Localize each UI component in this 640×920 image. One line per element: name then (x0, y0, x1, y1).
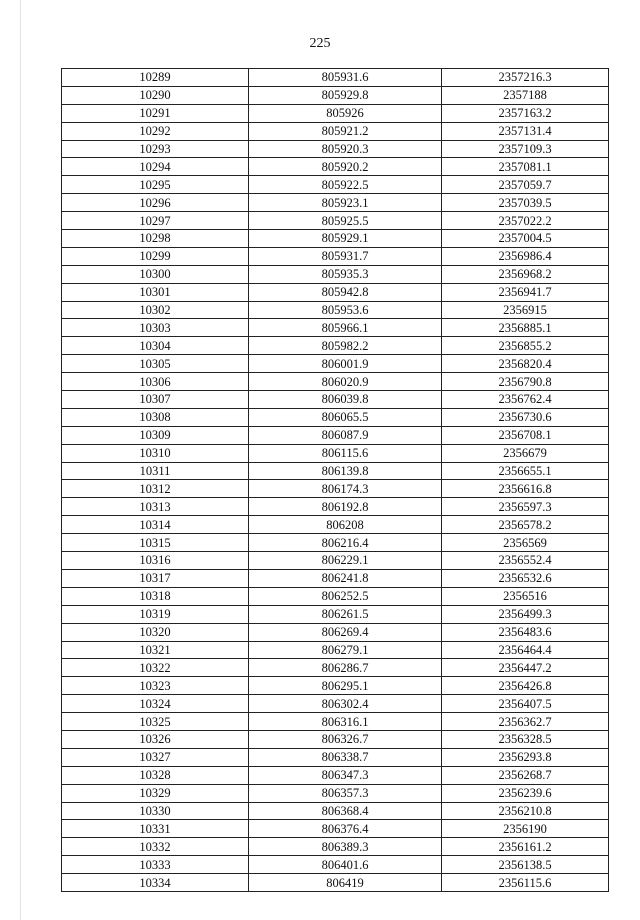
point-id-cell: 10304 (62, 337, 249, 355)
y-coordinate-cell: 2356569 (442, 534, 609, 552)
table-row (62, 874, 609, 892)
x-coordinate-cell: 806316.1 (249, 713, 442, 731)
point-id-cell: 10307 (62, 391, 249, 409)
x-coordinate-cell: 805942.8 (249, 283, 442, 301)
table-row (62, 247, 609, 265)
table-row (62, 623, 609, 641)
table-row (62, 820, 609, 838)
y-coordinate-cell: 2356426.8 (442, 677, 609, 695)
point-id-cell: 10326 (62, 730, 249, 748)
y-coordinate-cell: 2356708.1 (442, 426, 609, 444)
x-coordinate-cell: 806216.4 (249, 534, 442, 552)
y-coordinate-cell: 2356597.3 (442, 498, 609, 516)
point-id-cell: 10311 (62, 462, 249, 480)
y-coordinate-cell: 2356499.3 (442, 605, 609, 623)
y-coordinate-cell: 2356986.4 (442, 247, 609, 265)
page-number: 225 (309, 36, 331, 51)
x-coordinate-cell: 806326.7 (249, 730, 442, 748)
point-id-cell: 10330 (62, 802, 249, 820)
y-coordinate-cell: 2356762.4 (442, 391, 609, 409)
y-coordinate-cell: 2356293.8 (442, 748, 609, 766)
table-row (62, 766, 609, 784)
table-row (62, 265, 609, 283)
x-coordinate-cell: 806087.9 (249, 426, 442, 444)
table-row (62, 408, 609, 426)
y-coordinate-cell: 2357163.2 (442, 104, 609, 122)
point-id-cell: 10313 (62, 498, 249, 516)
table-row (62, 552, 609, 570)
y-coordinate-cell: 2356138.5 (442, 856, 609, 874)
y-coordinate-cell: 2357004.5 (442, 230, 609, 248)
point-id-cell: 10314 (62, 516, 249, 534)
table-row (62, 355, 609, 373)
point-id-cell: 10327 (62, 748, 249, 766)
x-coordinate-cell: 806357.3 (249, 784, 442, 802)
y-coordinate-cell: 2356552.4 (442, 552, 609, 570)
table-row (62, 713, 609, 731)
table-row (62, 569, 609, 587)
table-row (62, 856, 609, 874)
point-id-cell: 10312 (62, 480, 249, 498)
table-row (62, 659, 609, 677)
x-coordinate-cell: 806252.5 (249, 587, 442, 605)
table-row (62, 69, 609, 87)
x-coordinate-cell: 805966.1 (249, 319, 442, 337)
x-coordinate-cell: 806001.9 (249, 355, 442, 373)
table-row (62, 444, 609, 462)
x-coordinate-cell: 805922.5 (249, 176, 442, 194)
x-coordinate-cell: 805931.6 (249, 69, 442, 87)
x-coordinate-cell: 806279.1 (249, 641, 442, 659)
point-id-cell: 10317 (62, 569, 249, 587)
y-coordinate-cell: 2356239.6 (442, 784, 609, 802)
point-id-cell: 10308 (62, 408, 249, 426)
x-coordinate-cell: 805920.2 (249, 158, 442, 176)
x-coordinate-cell: 806295.1 (249, 677, 442, 695)
table-row (62, 158, 609, 176)
point-id-cell: 10316 (62, 552, 249, 570)
x-coordinate-cell: 806192.8 (249, 498, 442, 516)
x-coordinate-cell: 805926 (249, 104, 442, 122)
point-id-cell: 10329 (62, 784, 249, 802)
coordinates-table (61, 68, 609, 892)
point-id-cell: 10333 (62, 856, 249, 874)
table-row (62, 373, 609, 391)
point-id-cell: 10309 (62, 426, 249, 444)
point-id-cell: 10324 (62, 695, 249, 713)
x-coordinate-cell: 806208 (249, 516, 442, 534)
table-row (62, 337, 609, 355)
x-coordinate-cell: 806368.4 (249, 802, 442, 820)
table-row (62, 730, 609, 748)
y-coordinate-cell: 2356578.2 (442, 516, 609, 534)
table-row (62, 480, 609, 498)
point-id-cell: 10296 (62, 194, 249, 212)
x-coordinate-cell: 806229.1 (249, 552, 442, 570)
point-id-cell: 10299 (62, 247, 249, 265)
y-coordinate-cell: 2357022.2 (442, 212, 609, 230)
point-id-cell: 10323 (62, 677, 249, 695)
table-row (62, 426, 609, 444)
point-id-cell: 10303 (62, 319, 249, 337)
table-row (62, 498, 609, 516)
y-coordinate-cell: 2356516 (442, 587, 609, 605)
x-coordinate-cell: 806065.5 (249, 408, 442, 426)
table-row (62, 212, 609, 230)
x-coordinate-cell: 806286.7 (249, 659, 442, 677)
x-coordinate-cell: 805929.1 (249, 230, 442, 248)
table-row (62, 516, 609, 534)
point-id-cell: 10306 (62, 373, 249, 391)
x-coordinate-cell: 806020.9 (249, 373, 442, 391)
table-row (62, 677, 609, 695)
y-coordinate-cell: 2356268.7 (442, 766, 609, 784)
x-coordinate-cell: 806241.8 (249, 569, 442, 587)
point-id-cell: 10325 (62, 713, 249, 731)
point-id-cell: 10305 (62, 355, 249, 373)
point-id-cell: 10310 (62, 444, 249, 462)
point-id-cell: 10300 (62, 265, 249, 283)
x-coordinate-cell: 805925.5 (249, 212, 442, 230)
x-coordinate-cell: 805931.7 (249, 247, 442, 265)
x-coordinate-cell: 805921.2 (249, 122, 442, 140)
y-coordinate-cell: 2357109.3 (442, 140, 609, 158)
table-row (62, 104, 609, 122)
y-coordinate-cell: 2356210.8 (442, 802, 609, 820)
table-row (62, 319, 609, 337)
x-coordinate-cell: 806419 (249, 874, 442, 892)
point-id-cell: 10289 (62, 69, 249, 87)
y-coordinate-cell: 2356655.1 (442, 462, 609, 480)
x-coordinate-cell: 805953.6 (249, 301, 442, 319)
y-coordinate-cell: 2356483.6 (442, 623, 609, 641)
point-id-cell: 10328 (62, 766, 249, 784)
table-row (62, 176, 609, 194)
point-id-cell: 10320 (62, 623, 249, 641)
x-coordinate-cell: 806269.4 (249, 623, 442, 641)
table-row (62, 641, 609, 659)
y-coordinate-cell: 2356161.2 (442, 838, 609, 856)
x-coordinate-cell: 806302.4 (249, 695, 442, 713)
x-coordinate-cell: 806347.3 (249, 766, 442, 784)
point-id-cell: 10331 (62, 820, 249, 838)
y-coordinate-cell: 2356616.8 (442, 480, 609, 498)
y-coordinate-cell: 2357216.3 (442, 69, 609, 87)
y-coordinate-cell: 2356447.2 (442, 659, 609, 677)
y-coordinate-cell: 2357131.4 (442, 122, 609, 140)
x-coordinate-cell: 806338.7 (249, 748, 442, 766)
y-coordinate-cell: 2356362.7 (442, 713, 609, 731)
table-row (62, 784, 609, 802)
table-row (62, 86, 609, 104)
y-coordinate-cell: 2356190 (442, 820, 609, 838)
table-row (62, 534, 609, 552)
point-id-cell: 10298 (62, 230, 249, 248)
point-id-cell: 10301 (62, 283, 249, 301)
table-row (62, 122, 609, 140)
table-row (62, 838, 609, 856)
table-row (62, 140, 609, 158)
y-coordinate-cell: 2356915 (442, 301, 609, 319)
x-coordinate-cell: 805982.2 (249, 337, 442, 355)
point-id-cell: 10292 (62, 122, 249, 140)
table-row (62, 605, 609, 623)
y-coordinate-cell: 2357081.1 (442, 158, 609, 176)
x-coordinate-cell: 806039.8 (249, 391, 442, 409)
x-coordinate-cell: 806174.3 (249, 480, 442, 498)
scan-edge-line (20, 0, 21, 920)
point-id-cell: 10294 (62, 158, 249, 176)
y-coordinate-cell: 2357188 (442, 86, 609, 104)
x-coordinate-cell: 806376.4 (249, 820, 442, 838)
y-coordinate-cell: 2356941.7 (442, 283, 609, 301)
y-coordinate-cell: 2357039.5 (442, 194, 609, 212)
point-id-cell: 10297 (62, 212, 249, 230)
y-coordinate-cell: 2356407.5 (442, 695, 609, 713)
table-row (62, 230, 609, 248)
point-id-cell: 10291 (62, 104, 249, 122)
point-id-cell: 10315 (62, 534, 249, 552)
table-row (62, 391, 609, 409)
point-id-cell: 10295 (62, 176, 249, 194)
y-coordinate-cell: 2356679 (442, 444, 609, 462)
y-coordinate-cell: 2356730.6 (442, 408, 609, 426)
point-id-cell: 10290 (62, 86, 249, 104)
y-coordinate-cell: 2356328.5 (442, 730, 609, 748)
table-row (62, 695, 609, 713)
table-row (62, 802, 609, 820)
y-coordinate-cell: 2356855.2 (442, 337, 609, 355)
x-coordinate-cell: 806261.5 (249, 605, 442, 623)
x-coordinate-cell: 805935.3 (249, 265, 442, 283)
table-row (62, 462, 609, 480)
table-row (62, 748, 609, 766)
point-id-cell: 10319 (62, 605, 249, 623)
x-coordinate-cell: 805923.1 (249, 194, 442, 212)
x-coordinate-cell: 806401.6 (249, 856, 442, 874)
point-id-cell: 10318 (62, 587, 249, 605)
point-id-cell: 10334 (62, 874, 249, 892)
x-coordinate-cell: 806115.6 (249, 444, 442, 462)
y-coordinate-cell: 2356820.4 (442, 355, 609, 373)
point-id-cell: 10321 (62, 641, 249, 659)
y-coordinate-cell: 2356464.4 (442, 641, 609, 659)
point-id-cell: 10322 (62, 659, 249, 677)
point-id-cell: 10332 (62, 838, 249, 856)
point-id-cell: 10293 (62, 140, 249, 158)
table-row (62, 301, 609, 319)
y-coordinate-cell: 2356885.1 (442, 319, 609, 337)
x-coordinate-cell: 806139.8 (249, 462, 442, 480)
x-coordinate-cell: 806389.3 (249, 838, 442, 856)
y-coordinate-cell: 2356532.6 (442, 569, 609, 587)
coordinates-table-body (62, 69, 609, 892)
y-coordinate-cell: 2357059.7 (442, 176, 609, 194)
y-coordinate-cell: 2356968.2 (442, 265, 609, 283)
table-row (62, 587, 609, 605)
y-coordinate-cell: 2356790.8 (442, 373, 609, 391)
y-coordinate-cell: 2356115.6 (442, 874, 609, 892)
point-id-cell: 10302 (62, 301, 249, 319)
table-row (62, 283, 609, 301)
x-coordinate-cell: 805929.8 (249, 86, 442, 104)
table-row (62, 194, 609, 212)
x-coordinate-cell: 805920.3 (249, 140, 442, 158)
